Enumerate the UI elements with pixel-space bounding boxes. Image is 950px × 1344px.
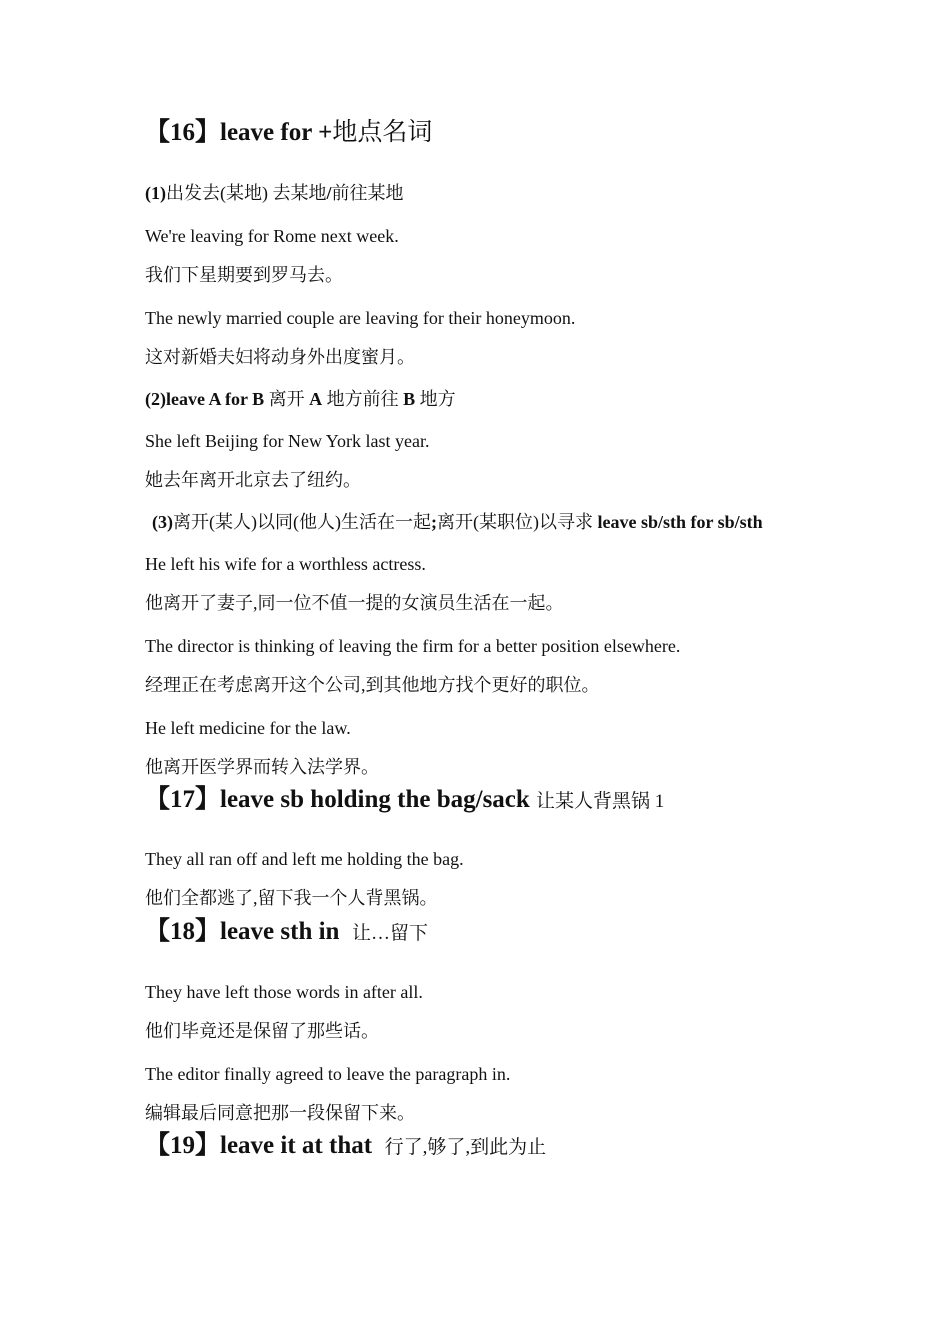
sense-1-num: (1) [145,183,166,203]
heading-17-phrase: leave sb holding the bag/sack [220,786,530,813]
example-cn: 他离开医学界而转入法学界。 [145,757,379,777]
example-en: The director is thinking of leaving the firm for a better position elsewhere. [145,636,681,656]
example-en: They all ran off and left me holding the bag. [145,849,464,869]
example-cn: 他们毕竟还是保留了那些话。 [145,1021,379,1041]
sense-1-text2: 前往某地 [331,183,404,203]
sense-2-b: B [403,389,416,409]
example-en: The newly married couple are leaving for their honeymoon. [145,308,576,328]
example-cn: 他们全都逃了,留下我一个人背黑锅。 [145,888,438,908]
heading-17 [145,785,664,817]
heading-16-bracket: 【16】 [145,119,221,146]
example-en: He left his wife for a worthless actress. [145,554,426,574]
sense-2-text2: 地方前往 [322,389,404,409]
example-en: We're leaving for Rome next week. [145,226,399,246]
example-cn: 我们下星期要到罗马去。 [145,265,343,285]
sense-3-label [152,511,763,533]
example-cn: 经理正在考虑离开这个公司,到其他地方找个更好的职位。 [145,675,600,695]
heading-19 [145,1131,546,1163]
example-en: The editor finally agreed to leave the paragraph in. [145,1064,511,1084]
heading-19-phrase: leave it at that [220,1132,373,1159]
heading-19-meaning: 行了,够了,到此为止 [384,1137,547,1158]
example-en: They have left those words in after all. [145,982,423,1002]
sense-2-a: A [309,389,323,409]
sense-3-num: (3) [152,512,173,532]
sense-3-semi: ; [430,512,437,532]
heading-18-phrase: leave sth in [220,918,340,945]
example-en: She left Beijing for New York last year. [145,431,430,451]
sense-3-text2: 离开(某职位)以寻求 [436,512,598,532]
heading-17-bracket: 【17】 [145,786,221,813]
sense-2-label [145,388,456,410]
sense-2-num: (2)leave A for B [145,389,265,409]
example-cn: 编辑最后同意把那一段保留下来。 [145,1103,415,1123]
heading-16-meaning: 地点名词 [332,119,433,146]
heading-18 [145,917,428,949]
sense-1-text1: 出发去(某地) 去某地 [166,183,327,203]
heading-16-phrase: leave for + [220,119,333,146]
sense-2-text1: 离开 [264,389,310,409]
sense-1-slash: / [326,183,332,203]
example-en: He left medicine for the law. [145,718,351,738]
heading-19-bracket: 【19】 [145,1132,221,1159]
example-cn: 她去年离开北京去了纽约。 [145,470,361,490]
sense-2-text3: 地方 [415,389,456,409]
sense-1-label [145,182,404,204]
heading-17-meaning: 让某人背黑锅 1 [536,791,665,812]
example-cn: 这对新婚夫妇将动身外出度蜜月。 [145,347,415,367]
sense-3-text1: 离开(某人)以同(他人)生活在一起 [173,512,431,532]
sense-3-pattern: leave sb/sth for sb/sth [597,512,763,532]
heading-18-meaning: 让…留下 [351,923,428,944]
heading-16 [145,118,432,148]
example-cn: 他离开了妻子,同一位不值一提的女演员生活在一起。 [145,593,564,613]
heading-18-bracket: 【18】 [145,918,221,945]
